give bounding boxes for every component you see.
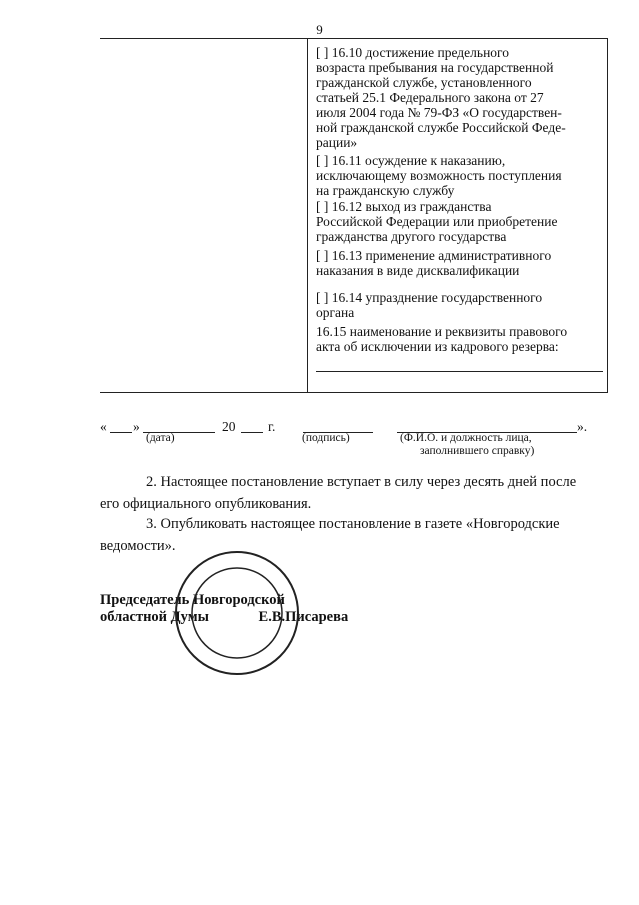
caption-name-line1: (Ф.И.О. и должность лица, [400,432,532,444]
paragraph-3-line2: ведомости». [100,538,176,554]
table-top-border [100,38,608,39]
item-line: возраста пребывания на государственной [316,60,554,75]
item-line: наказания в виде дисквалификации [316,263,520,278]
paragraph-3-line1: 3. Опубликовать настоящее постановление в газете «Новгородские [146,516,560,532]
signature-name: Е.В.Писарева [258,609,349,625]
table-bottom-border [100,392,608,393]
official-seal-stamp [172,548,302,678]
answer-fill-line [316,371,603,372]
item-line: рации» [316,135,358,150]
end-mark: ». [577,419,588,434]
page-number: 9 [316,22,323,37]
year-blank [241,432,263,433]
item-line: Российской Федерации или приобретение [316,214,558,229]
year-prefix: 20 [222,419,236,434]
table-right-border [607,38,608,393]
caption-date: (дата) [146,432,175,444]
paragraph-2 [100,471,605,515]
item-line: [ ] 16.14 упразднение государственного [316,290,543,305]
item-line: ной гражданской службе Российской Феде- [316,120,566,135]
item-line: [ ] 16.12 выход из гражданства [316,199,492,214]
year-suffix: г. [268,419,276,434]
checklist-item-16-13 [316,248,606,278]
item-line: органа [316,305,355,320]
checklist-item-16-11 [316,153,606,198]
signature-org: областной Думы [100,609,209,625]
checklist-item-16-15 [316,324,606,354]
table-column-divider [307,38,308,393]
paragraph-2-line2: его официального опубликования. [100,496,312,512]
item-line: 16.15 наименование и реквизиты правового [316,324,568,339]
caption-signature: (подпись) [302,432,350,444]
item-line: [ ] 16.13 применение административного [316,248,552,263]
date-open-quote: « [100,419,107,434]
paragraph-2-line1: 2. Настоящее постановление вступает в силу через десять дней после [146,474,577,490]
item-line: гражданской службе, установленного [316,75,532,90]
item-line: статьей 25.1 Федерального закона от 27 [316,90,544,105]
item-line: гражданства другого государства [316,229,507,244]
signature-title: Председатель Новгородской [100,592,285,608]
caption-name-line2: заполнившего справку) [420,445,535,457]
day-blank [110,432,132,433]
item-line: июля 2004 года № 79-ФЗ «О государствен- [316,105,562,120]
checklist-item-16-12 [316,199,606,244]
item-line: [ ] 16.11 осуждение к наказанию, [316,153,506,168]
checklist-item-16-10 [316,45,606,150]
item-line: исключающему возможность поступления [316,168,562,183]
item-line: [ ] 16.10 достижение предельного [316,45,509,60]
item-line: на гражданскую службу [316,183,455,198]
checklist-item-16-14 [316,290,606,320]
date-close-quote: » [133,419,140,434]
item-line: акта об исключении из кадрового резерва: [316,339,559,354]
